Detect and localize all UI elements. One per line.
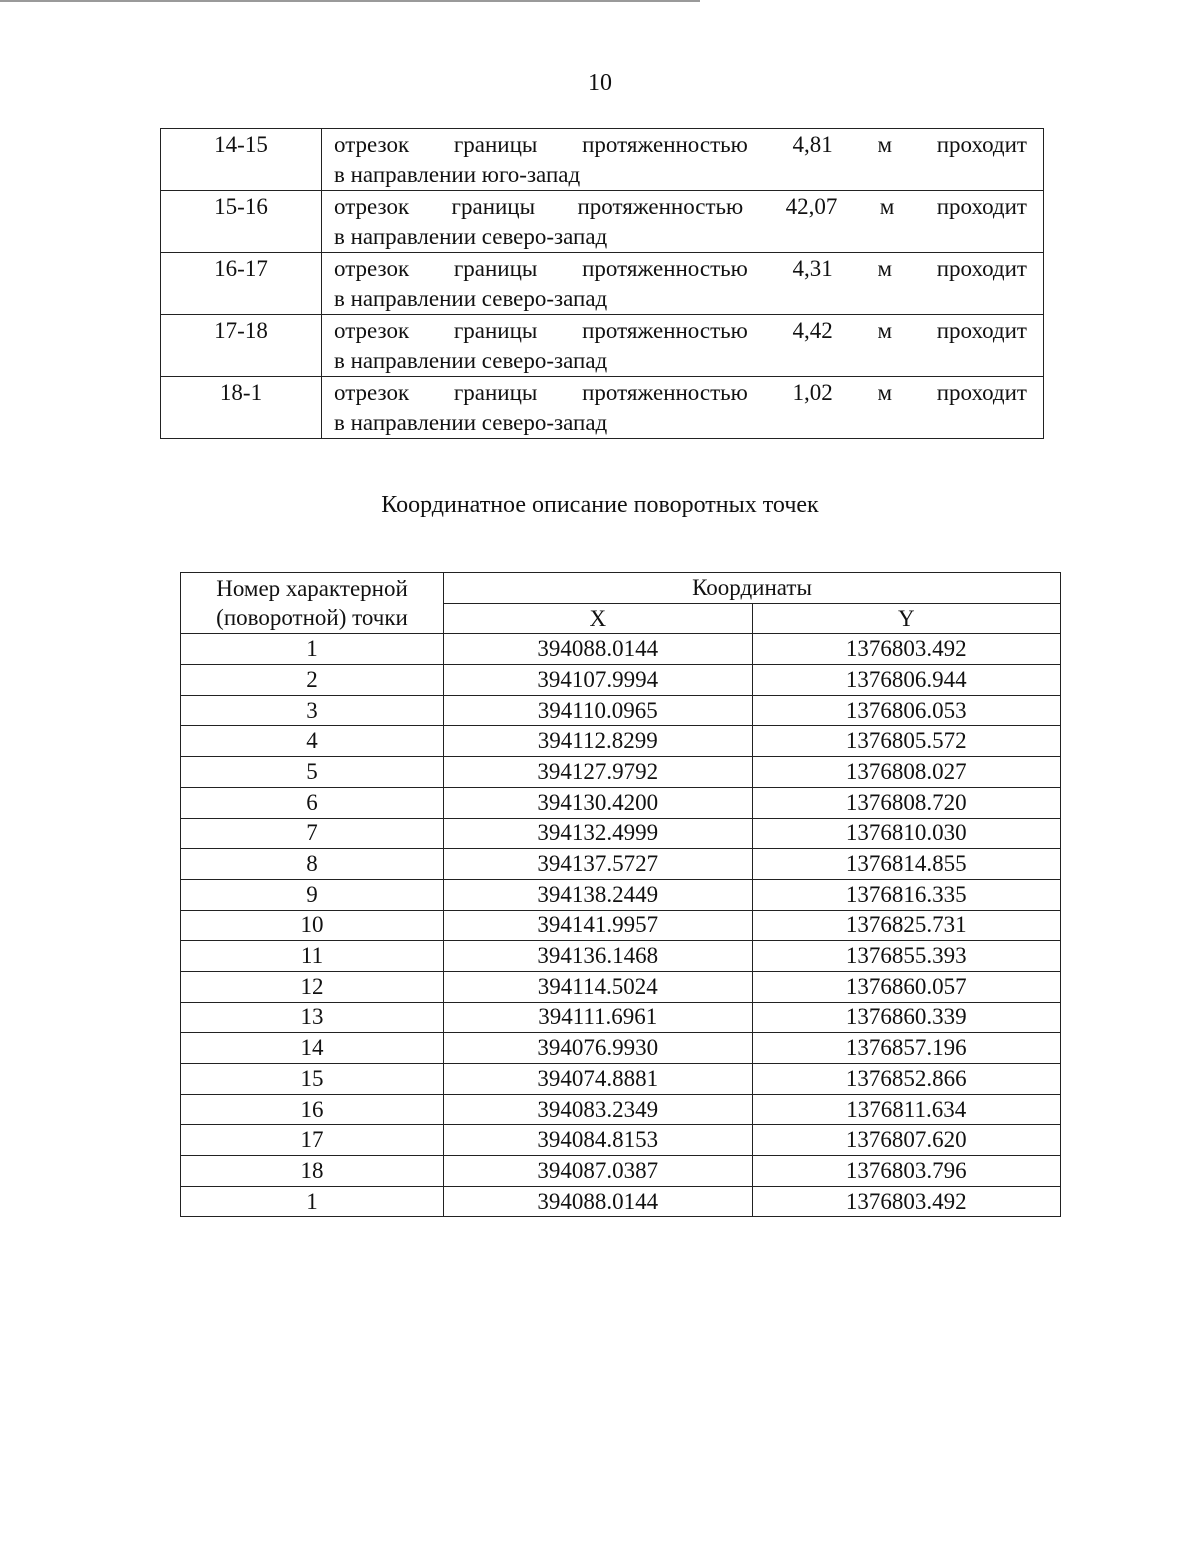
coord-x: 394138.2449 — [444, 879, 753, 910]
coord-x: 394132.4999 — [444, 818, 753, 849]
word-boundary: границы — [451, 194, 536, 219]
header-point-number — [181, 573, 444, 634]
section-title: Координатное описание поворотных точек — [381, 492, 819, 518]
coord-y: 1376860.339 — [752, 1002, 1061, 1033]
coord-x: 394088.0144 — [444, 634, 753, 665]
word-segment: отрезок — [334, 256, 410, 281]
table-row — [181, 818, 1061, 849]
word-segment: отрезок — [334, 380, 410, 405]
coord-y: 1376803.492 — [752, 1186, 1061, 1217]
segment-id: 16-17 — [161, 253, 322, 315]
coord-y: 1376807.620 — [752, 1125, 1061, 1156]
point-number: 2 — [181, 665, 444, 696]
segment-id: 18-1 — [161, 377, 322, 439]
segment-line-1 — [334, 378, 1027, 408]
segment-row — [161, 315, 1044, 377]
header-point-line2: (поворотной) точки — [216, 605, 408, 631]
coord-y: 1376857.196 — [752, 1033, 1061, 1064]
table-row — [181, 849, 1061, 880]
table-row — [181, 941, 1061, 972]
coord-x: 394114.5024 — [444, 971, 753, 1002]
point-number: 12 — [181, 971, 444, 1002]
point-number: 4 — [181, 726, 444, 757]
coord-x: 394084.8153 — [444, 1125, 753, 1156]
coord-x: 394130.4200 — [444, 787, 753, 818]
segment-description — [322, 129, 1044, 191]
table-row — [181, 1064, 1061, 1095]
coord-y: 1376806.944 — [752, 665, 1061, 696]
coord-y: 1376825.731 — [752, 910, 1061, 941]
table-row — [181, 1186, 1061, 1217]
table-row — [181, 879, 1061, 910]
coord-x: 394111.6961 — [444, 1002, 753, 1033]
word-boundary: границы — [453, 380, 538, 405]
coord-x: 394127.9792 — [444, 757, 753, 788]
segment-length: 4,31 — [792, 256, 833, 281]
segment-direction: в направлении северо-запад — [334, 224, 608, 249]
segment-row — [161, 377, 1044, 439]
segment-id: 15-16 — [161, 191, 322, 253]
coord-x: 394110.0965 — [444, 695, 753, 726]
word-segment: отрезок — [334, 194, 410, 219]
point-number: 1 — [181, 1186, 444, 1217]
header-coordinates: Координаты — [444, 573, 1061, 604]
table-row — [181, 1156, 1061, 1187]
coord-y: 1376803.492 — [752, 634, 1061, 665]
segment-line-1 — [334, 316, 1027, 346]
point-number: 11 — [181, 941, 444, 972]
coord-y: 1376810.030 — [752, 818, 1061, 849]
coord-y: 1376811.634 — [752, 1094, 1061, 1125]
table-row — [181, 787, 1061, 818]
segment-unit: м — [877, 256, 893, 281]
word-passes: проходит — [936, 132, 1027, 157]
point-number: 6 — [181, 787, 444, 818]
segment-description — [322, 377, 1044, 439]
table-row — [181, 665, 1061, 696]
coord-x: 394141.9957 — [444, 910, 753, 941]
coord-x: 394076.9930 — [444, 1033, 753, 1064]
table-row — [181, 910, 1061, 941]
segment-direction: в направлении юго-запад — [334, 162, 581, 187]
segment-length: 1,02 — [792, 380, 833, 405]
table-row — [181, 1033, 1061, 1064]
point-number: 13 — [181, 1002, 444, 1033]
segment-id: 17-18 — [161, 315, 322, 377]
table-row — [181, 634, 1061, 665]
point-number: 9 — [181, 879, 444, 910]
segment-description — [322, 191, 1044, 253]
word-boundary: границы — [453, 256, 538, 281]
word-boundary: границы — [453, 132, 538, 157]
header-point-line1: Номер характерной — [216, 576, 408, 602]
segment-description — [322, 315, 1044, 377]
word-segment: отрезок — [334, 132, 410, 157]
segment-description — [322, 253, 1044, 315]
boundary-segments-table — [160, 128, 1044, 439]
segment-direction: в направлении северо-запад — [334, 286, 608, 311]
point-number: 7 — [181, 818, 444, 849]
segment-unit: м — [877, 318, 893, 343]
segment-line-1 — [334, 254, 1027, 284]
segment-unit: м — [877, 132, 893, 157]
coord-x: 394112.8299 — [444, 726, 753, 757]
coord-y: 1376814.855 — [752, 849, 1061, 880]
coord-y: 1376808.720 — [752, 787, 1061, 818]
point-number: 16 — [181, 1094, 444, 1125]
header-x: X — [444, 603, 753, 634]
header-y: Y — [752, 603, 1061, 634]
point-number: 14 — [181, 1033, 444, 1064]
coord-x: 394088.0144 — [444, 1186, 753, 1217]
coord-y: 1376803.796 — [752, 1156, 1061, 1187]
point-number: 8 — [181, 849, 444, 880]
page-number: 10 — [588, 70, 612, 96]
segment-row — [161, 253, 1044, 315]
coord-y: 1376806.053 — [752, 695, 1061, 726]
coord-y: 1376860.057 — [752, 971, 1061, 1002]
segment-line-1 — [334, 192, 1027, 222]
coord-x: 394083.2349 — [444, 1094, 753, 1125]
word-length-label: протяженностью — [577, 194, 744, 219]
word-length-label: протяженностью — [582, 380, 748, 405]
coordinates-table — [180, 572, 1061, 1217]
coord-x: 394074.8881 — [444, 1064, 753, 1095]
word-passes: проходит — [936, 256, 1027, 281]
segment-length: 4,81 — [792, 132, 833, 157]
segment-length: 4,42 — [792, 318, 833, 343]
word-segment: отрезок — [334, 318, 410, 343]
word-length-label: протяженностью — [582, 256, 748, 281]
coord-x: 394107.9994 — [444, 665, 753, 696]
coord-x: 394136.1468 — [444, 941, 753, 972]
coord-y: 1376805.572 — [752, 726, 1061, 757]
segment-row — [161, 129, 1044, 191]
table-row — [181, 1002, 1061, 1033]
word-passes: проходит — [936, 318, 1027, 343]
segment-direction: в направлении северо-запад — [334, 410, 608, 435]
point-number: 17 — [181, 1125, 444, 1156]
coord-y: 1376852.866 — [752, 1064, 1061, 1095]
segment-row — [161, 191, 1044, 253]
coord-y: 1376855.393 — [752, 941, 1061, 972]
table-row — [181, 1125, 1061, 1156]
point-number: 10 — [181, 910, 444, 941]
segment-line-1 — [334, 130, 1027, 160]
coord-x: 394087.0387 — [444, 1156, 753, 1187]
point-number: 18 — [181, 1156, 444, 1187]
table-row — [181, 695, 1061, 726]
table-row — [181, 971, 1061, 1002]
point-number: 3 — [181, 695, 444, 726]
word-length-label: протяженностью — [582, 318, 748, 343]
coord-x: 394137.5727 — [444, 849, 753, 880]
table-row — [181, 757, 1061, 788]
segment-unit: м — [879, 194, 895, 219]
segment-unit: м — [877, 380, 893, 405]
point-number: 15 — [181, 1064, 444, 1095]
coord-y: 1376816.335 — [752, 879, 1061, 910]
scan-edge-line — [0, 0, 700, 2]
word-passes: проходит — [936, 194, 1027, 219]
segment-direction: в направлении северо-запад — [334, 348, 608, 373]
word-boundary: границы — [453, 318, 538, 343]
segment-length: 42,07 — [785, 194, 838, 219]
table-row — [181, 726, 1061, 757]
point-number: 5 — [181, 757, 444, 788]
table-row — [181, 1094, 1061, 1125]
segment-id: 14-15 — [161, 129, 322, 191]
word-passes: проходит — [936, 380, 1027, 405]
coord-y: 1376808.027 — [752, 757, 1061, 788]
word-length-label: протяженностью — [582, 132, 748, 157]
point-number: 1 — [181, 634, 444, 665]
